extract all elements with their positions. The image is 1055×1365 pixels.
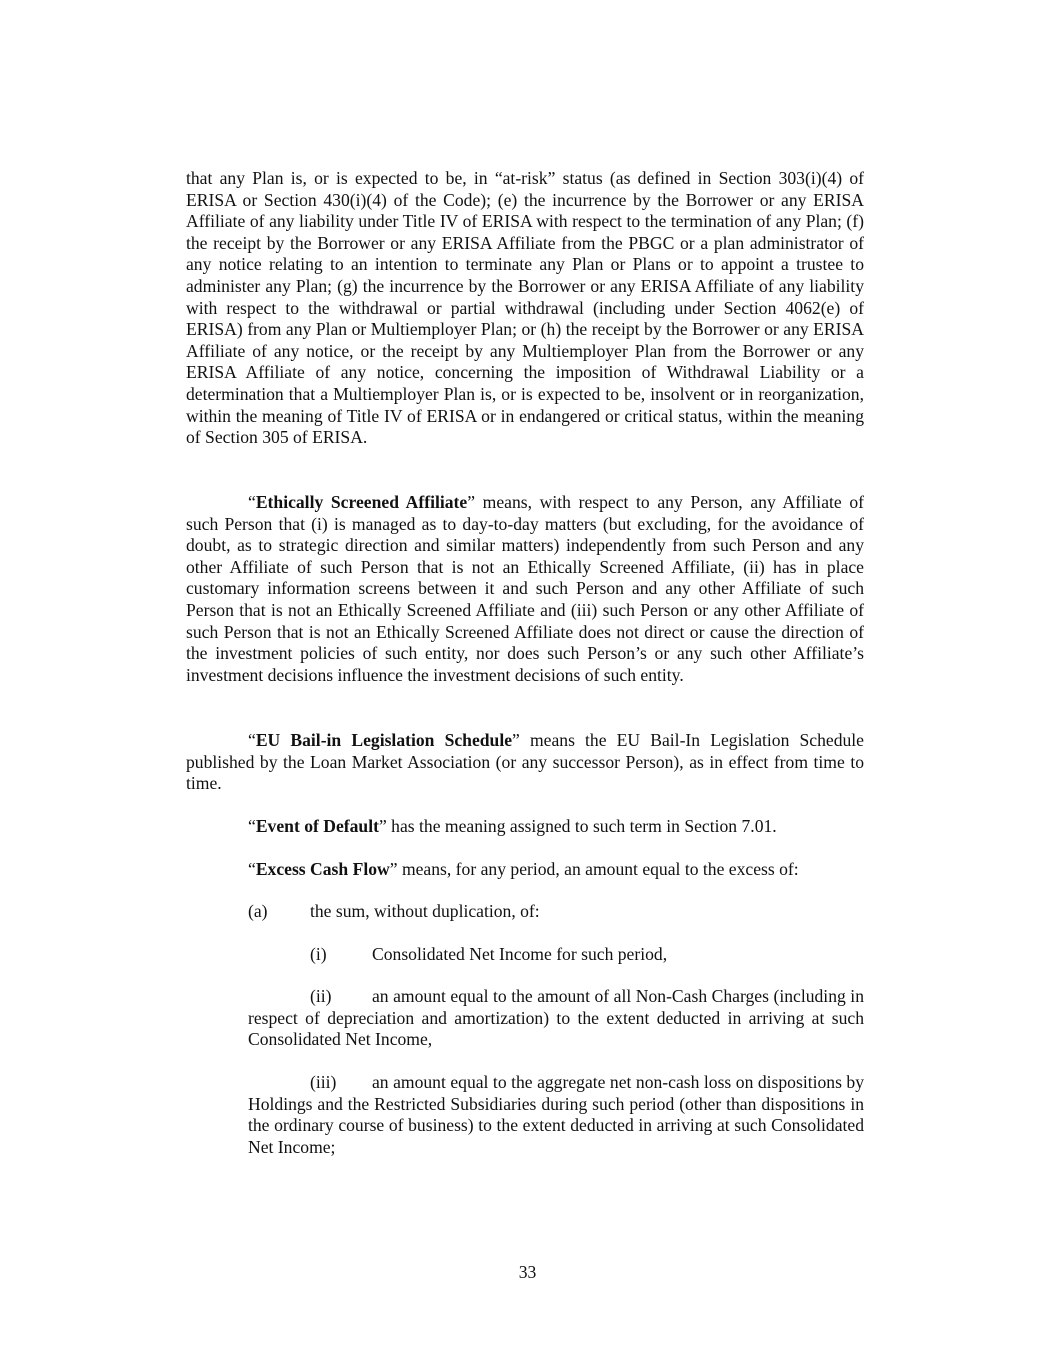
- clause-label: (i): [310, 944, 327, 964]
- clause-text: an amount equal to the aggregate net non-cash loss on dispositions by Holdings and the Restricted Subsidiaries during such period (other than dispositions in the ordinary course of business) to the extent deducted in arriving at such Consolidated Net Income;: [248, 1072, 864, 1157]
- open-quote: “: [248, 816, 256, 836]
- erisa-event-continuation-paragraph: that any Plan is, or is expected to be, in “at-risk” status (as defined in Section 303(i)(4) of ERISA or Section 430(i)(4) of the Code); (e) the incurrence by the Borrower or any ERISA Affiliate of any liability under Title IV of ERISA with respect to the termination of any Plan; (f) the receipt by the Borrower or any ERISA Affiliate from the PBGC or a plan administrator of any notice relating to an intention to terminate any Plan or Plans or to appoint a trustee to administer any Plan; (g) the incurrence by the Borrower or any ERISA Affiliate of any liability with respect to the withdrawal or partial withdrawal (including under Section 4062(e) of ERISA) from any Plan or Multiemployer Plan; or (h) the receipt by the Borrower or any ERISA Affiliate of any notice, or the receipt by any Multiemployer Plan from the Borrower or any ERISA Affiliate of any notice, concerning the imposition of Withdrawal Liability or a determination that a Multiemployer Plan is, or is expected to be, insolvent or in reorganization, within the meaning of Title IV of ERISA or in endangered or critical status, within the meaning of Section 305 of ERISA.: [186, 168, 864, 448]
- definition-body: ” has the meaning assigned to such term in Section 7.01.: [378, 816, 777, 836]
- clause-iii: [248, 1072, 864, 1158]
- clause-label: (a): [248, 901, 268, 921]
- definition-eu-bail-in-legislation-schedule: [186, 730, 864, 795]
- clause-label: (iii): [310, 1072, 337, 1092]
- definition-excess-cash-flow: [248, 859, 799, 881]
- definition-body: ” means the EU Bail-In Legislation Schedule published by the Loan Market Association (or any successor Person), as in effect from time to time.: [186, 730, 864, 794]
- definition-ethically-screened-affiliate: [186, 492, 864, 686]
- definition-event-of-default: [248, 816, 777, 838]
- definition-body: ” means, with respect to any Person, any Affiliate of such Person that (i) is managed as to day-to-day matters (but excluding, for the avoidance of doubt, as to strategic direction and similar matters) independently from such Person and any other Affiliate of such Person that is not an Ethically Screened Affiliate, (ii) has in place customary information screens between it and such Person and any other Affiliate of such Person that is not an Ethically Screened Affiliate and (iii) such Person or any other Affiliate of such Person that is not an Ethically Screened Affiliate does not direct or cause the direction of the investment policies of such entity, nor does such Person’s or any such other Affiliate’s investment decisions influence the investment decisions of such entity.: [186, 492, 864, 685]
- clause-text: Consolidated Net Income for such period,: [372, 944, 668, 964]
- clause-ii: [248, 986, 864, 1051]
- definition-body: ” means, for any period, an amount equal to the excess of:: [389, 859, 799, 879]
- open-quote: “: [248, 492, 256, 512]
- defined-term: Ethically Screened Affiliate: [255, 492, 468, 512]
- defined-term: EU Bail-in Legislation Schedule: [255, 730, 513, 750]
- clause-text: an amount equal to the amount of all Non-Cash Charges (including in respect of depreciation and amortization) to the extent deducted in arriving at such Consolidated Net Income,: [248, 986, 864, 1050]
- clause-text: the sum, without duplication, of:: [310, 901, 540, 921]
- defined-term: Excess Cash Flow: [255, 859, 390, 879]
- open-quote: “: [248, 859, 256, 879]
- page-number: 33: [518, 1262, 537, 1282]
- defined-term: Event of Default: [255, 816, 379, 836]
- clause-label: (ii): [310, 986, 332, 1006]
- open-quote: “: [248, 730, 256, 750]
